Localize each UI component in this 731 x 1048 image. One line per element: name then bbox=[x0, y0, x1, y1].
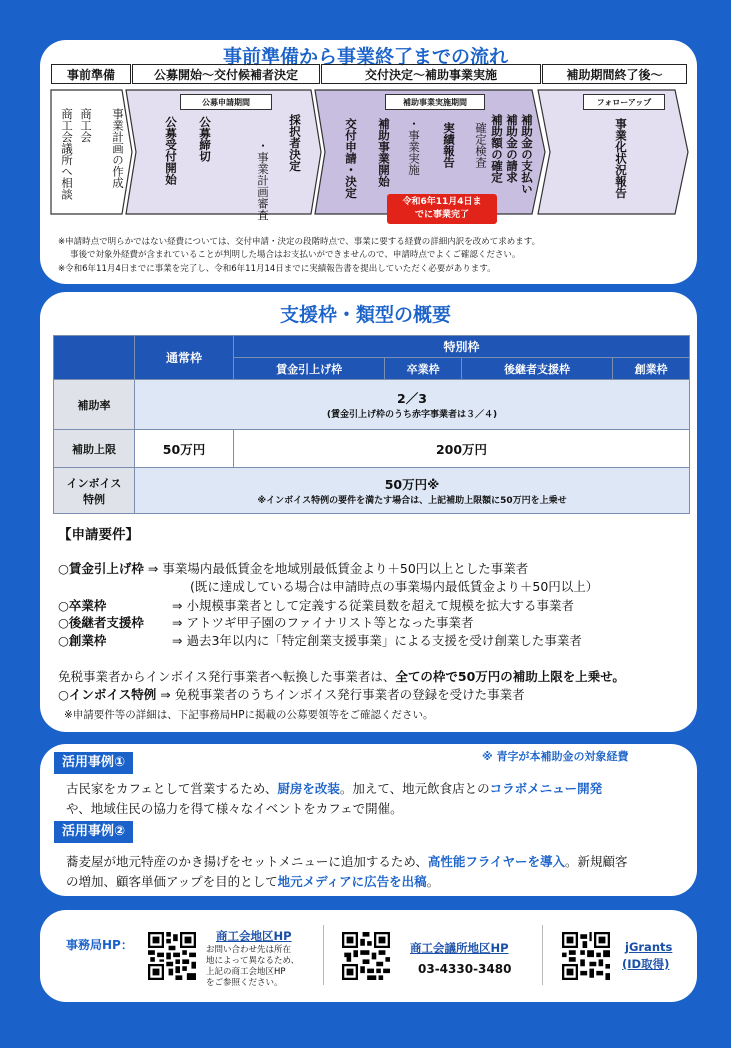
case1-line2: や、地域住民の協力を得て様々なイベントをカフェで開催。 bbox=[66, 801, 403, 816]
flow-note-3: ※令和6年11月4日までに事業を完了し、令和6年11月14日までに実績報告書を提出していただく必要があります。 bbox=[58, 264, 496, 274]
flow-note-1: ※申請時点で明らかではない経費については、交付申請・決定の段階時点で、事業に要する経費の詳細内訳を改めて求めます。 bbox=[58, 237, 541, 247]
req-item bbox=[58, 632, 582, 649]
invoice-note: ※インボイス特例の要件を満たす場合は、上記補助上限額に50万円を上乗せ bbox=[257, 496, 567, 506]
invoice-label-2: 特例 bbox=[83, 492, 105, 506]
row-rate-label: 補助率 bbox=[54, 380, 135, 430]
qr-code-jgrants[interactable] bbox=[562, 932, 610, 980]
case1-line1 bbox=[66, 779, 602, 798]
phase-after: 補助期間終了後～ bbox=[542, 64, 687, 84]
case2-highlight-1: 高性能フライヤーを導入 bbox=[427, 854, 566, 869]
step-inspection: 確定検査 bbox=[474, 122, 488, 168]
invoice-req-arrow: ⇒ bbox=[160, 687, 171, 702]
contact-note-line: 上記の商工会地区HP bbox=[206, 967, 286, 977]
invoice-label-1: インボイス bbox=[66, 476, 122, 490]
req-text: (既に達成している場合は申請時点の事業場内最低賃金より＋50円以上） bbox=[190, 579, 599, 594]
step-selected: 採択者決定 bbox=[288, 114, 302, 172]
link-shokokai-hp[interactable]: 商工会地区HP bbox=[216, 929, 292, 943]
contact-note-line: 地によって異なるため、 bbox=[206, 956, 300, 966]
contact-label: 事務局HP： bbox=[66, 938, 133, 952]
qr-code-chamber[interactable] bbox=[342, 932, 390, 980]
invoice-req bbox=[58, 686, 525, 703]
phase-implementation: 交付決定～補助事業実施 bbox=[321, 64, 541, 84]
req-arrow: ⇒ bbox=[172, 633, 183, 648]
req-arrow: ⇒ bbox=[172, 598, 183, 613]
req-item bbox=[58, 560, 528, 577]
invoice-line-bold: 全ての枠で50万円の補助上限を上乗せ。 bbox=[395, 669, 625, 684]
case1-highlight-2: コラボメニュー開発 bbox=[489, 781, 603, 796]
support-table bbox=[53, 335, 690, 514]
step-plan: 事業計画の作成 bbox=[111, 108, 125, 189]
step-claim: 補助金の請求 bbox=[505, 114, 519, 183]
case2-text-e: 。 bbox=[426, 874, 440, 889]
header-startup: 創業枠 bbox=[613, 358, 690, 380]
header-special: 特別枠 bbox=[234, 336, 690, 358]
invoice-value: 50万円※ bbox=[384, 477, 440, 492]
header-wage: 賃金引上げ枠 bbox=[234, 358, 385, 380]
detail-note: ※申請要件等の詳細は、下記事務局HPに掲載の公募要領等をご確認ください。 bbox=[64, 709, 434, 721]
req-text: アトツギ甲子園のファイナリスト等となった事業者 bbox=[186, 615, 474, 630]
case2-line1 bbox=[66, 852, 628, 871]
req-name: ○創業枠 bbox=[58, 633, 107, 648]
divider bbox=[542, 925, 543, 985]
contact-note bbox=[206, 945, 299, 989]
req-text: 過去3年以内に「特定創業支援事業」による支援を受け創業した事業者 bbox=[186, 633, 582, 648]
period-application: 公募申請期間 bbox=[180, 94, 272, 110]
case2-line2 bbox=[66, 872, 439, 891]
case2-text-d: の増加、顧客単価アップを目的として bbox=[66, 874, 278, 889]
flow-note-2: 事後で対象外経費が含まれていることが判明した場合はお支払いができませんので、申請時点でよくご確認ください。 bbox=[70, 250, 521, 260]
limit-normal: 50万円 bbox=[135, 430, 234, 468]
invoice-req-text: 免税事業者のうちインボイス発行事業者の登録を受けた事業者 bbox=[174, 687, 525, 702]
table-corner bbox=[54, 336, 135, 380]
contact-phone: 03-4330-3480 bbox=[418, 962, 512, 976]
header-successor: 後継者支援枠 bbox=[461, 358, 612, 380]
flow-title: 事前準備から事業終了までの流れ bbox=[222, 46, 508, 68]
row-invoice-label bbox=[54, 468, 135, 514]
req-name: ○後継者支援枠 bbox=[58, 615, 144, 630]
req-arrow: ⇒ bbox=[172, 615, 183, 630]
period-followup: フォローアップ bbox=[583, 94, 665, 110]
case1-text-a: 古民家をカフェとして営業するため、 bbox=[66, 781, 278, 796]
step-start: 補助事業開始 bbox=[377, 118, 391, 187]
step-report: 実績報告 bbox=[442, 122, 456, 168]
step-payment: 補助金の支払い bbox=[520, 114, 534, 195]
rate-value: 2／3 bbox=[397, 391, 427, 406]
req-item bbox=[58, 597, 574, 614]
divider bbox=[323, 925, 324, 985]
step-close: 公募締切 bbox=[198, 116, 212, 162]
deadline-text: 令和6年11月4日までに事業完了 bbox=[402, 197, 482, 220]
phase-preparation: 事前準備 bbox=[51, 64, 131, 84]
req-arrow: ⇒ bbox=[147, 561, 159, 576]
step-consult: 商工会議所へ相談 bbox=[60, 108, 74, 200]
invoice-line bbox=[58, 668, 625, 685]
req-item bbox=[58, 614, 473, 631]
link-jgrants[interactable]: jGrants bbox=[625, 940, 673, 954]
case2-label: 活用事例② bbox=[54, 821, 133, 843]
header-graduation: 卒業枠 bbox=[385, 358, 462, 380]
link-jgrants-id[interactable]: (ID取得) bbox=[622, 957, 670, 971]
header-normal: 通常枠 bbox=[135, 336, 234, 380]
req-name: ○卒業枠 bbox=[58, 598, 107, 613]
case1-label: 活用事例① bbox=[54, 752, 133, 774]
case2-text-c: 。新規顧客 bbox=[565, 854, 628, 869]
invoice-req-name: ○インボイス特例 bbox=[58, 687, 157, 702]
period-implementation: 補助事業実施期間 bbox=[385, 94, 485, 110]
link-chamber-hp[interactable]: 商工会議所地区HP bbox=[410, 941, 509, 955]
req-text: 小規模事業者として定義する従業員数を超えて規模を拡大する事業者 bbox=[186, 598, 574, 613]
contact-note-line: をご参照ください。 bbox=[206, 978, 283, 988]
req-item bbox=[190, 578, 598, 595]
case1-text-c: 。加えて、地元飲食店との bbox=[339, 781, 490, 796]
case1-highlight-1: 厨房を改装 bbox=[277, 781, 340, 796]
deadline-badge bbox=[387, 194, 497, 224]
row-rate-value bbox=[135, 380, 690, 430]
phase-application: 公募開始～交付候補者決定 bbox=[132, 64, 320, 84]
row-limit-label: 補助上限 bbox=[54, 430, 135, 468]
case2-text-a: 蕎麦屋が地元特産のかき揚げをセットメニューに追加するため、 bbox=[66, 854, 428, 869]
rate-note: (賃金引上げ枠のうち赤字事業者は３／４) bbox=[326, 410, 498, 420]
req-text: 事業場内最低賃金を地域別最低賃金より＋50円以上とした事業者 bbox=[162, 561, 529, 576]
limit-special: 200万円 bbox=[234, 430, 690, 468]
step-fix: 補助額の確定 bbox=[490, 114, 504, 183]
step-shokokai: 商工会 bbox=[79, 108, 93, 143]
step-status-report: 事業化状況報告 bbox=[614, 118, 628, 199]
step-review: ・事業計画審査 bbox=[256, 140, 270, 221]
step-open: 公募受付開始 bbox=[164, 116, 178, 185]
step-execute: ・事業実施 bbox=[407, 118, 421, 176]
support-title: 支援枠・類型の概要 bbox=[279, 304, 451, 326]
req-name: ○賃金引上げ枠 bbox=[58, 561, 144, 576]
row-invoice-value bbox=[135, 468, 690, 514]
case2-highlight-2: 地元メディアに広告を出稿 bbox=[277, 874, 427, 889]
step-grant: 交付申請・決定 bbox=[344, 118, 358, 199]
cases-note: ※ 青字が本補助金の対象経費 bbox=[482, 750, 629, 763]
qr-code-shokokai[interactable] bbox=[148, 932, 196, 980]
contact-note-line: お問い合わせ先は所在 bbox=[206, 945, 292, 955]
invoice-line-pre: 免税事業者からインボイス発行事業者へ転換した事業者は、 bbox=[58, 669, 396, 684]
req-title: 【申請要件】 bbox=[58, 527, 139, 543]
